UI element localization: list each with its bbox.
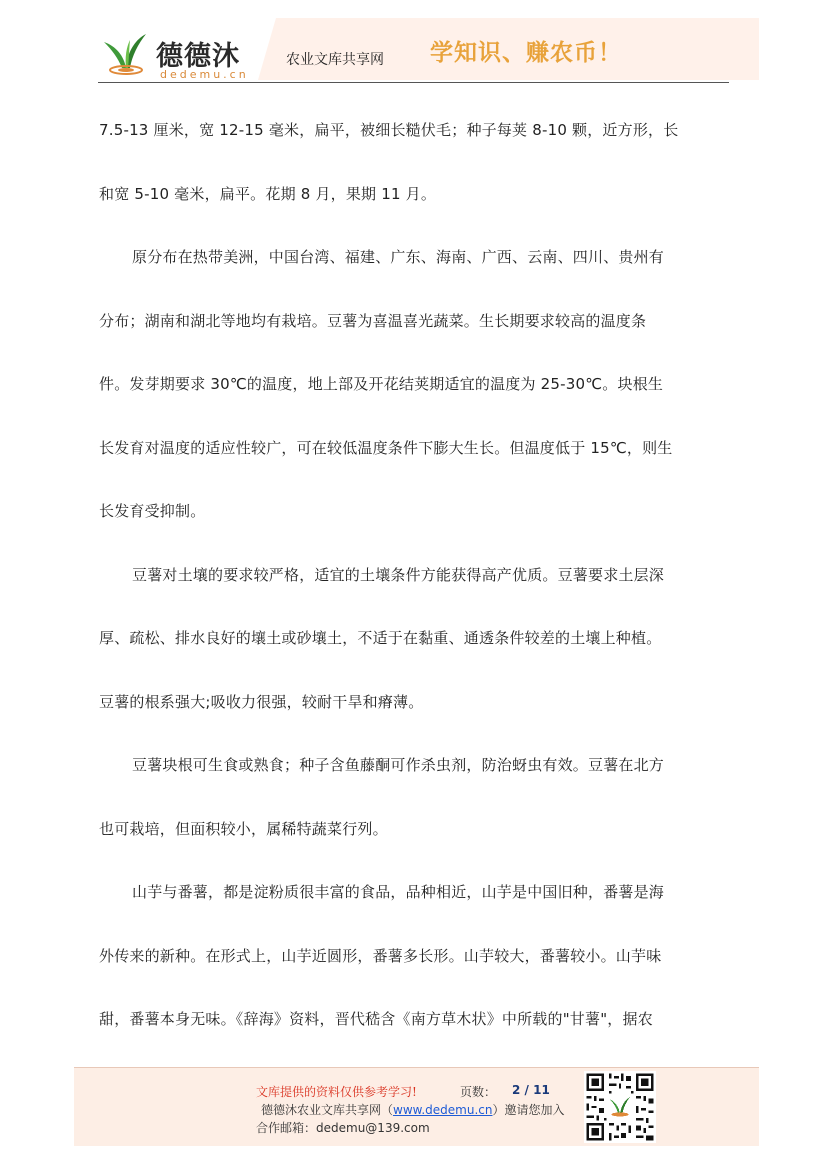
body-text-line: 7.5-13 厘米，宽 12-15 毫米，扁平，被细长糙伏毛；种子每荚 8-10 颗，近方形，长 — [99, 121, 679, 139]
body-text-line: 长发育受抑制。 — [99, 502, 206, 520]
body-text-line: 件。发芽期要求 30℃的温度，地上部及开花结荚期适宜的温度为 25-30℃。块根生 — [99, 375, 664, 393]
contact-label: 合作邮箱： — [256, 1121, 317, 1135]
page-count: 2 / 11 — [512, 1083, 550, 1097]
footer-invite — [261, 1101, 565, 1118]
logo-cn-text: 德德沐 — [156, 41, 240, 72]
body-text-line: 厚、疏松、排水良好的壤土或砂壤土，不适于在黏重、通透条件较差的土壤上种植。 — [99, 629, 662, 647]
footer-notice: 文库提供的资料仅供参考学习! — [256, 1085, 417, 1099]
page-footer — [74, 1067, 759, 1146]
site-name: 农业文库共享网 — [286, 52, 384, 68]
body-text-line: 豆薯的根系强大;吸收力很强，较耐干旱和瘠薄。 — [99, 692, 424, 711]
logo-en-text: dedemu.cn — [160, 68, 249, 81]
body-text-line: 甜，番薯本身无味。《辞海》资料，晋代嵇含《南方草木状》中所载的"甘薯"，据农 — [99, 1010, 653, 1028]
site-logo[interactable] — [98, 28, 258, 84]
body-text-line: 山芋与番薯，都是淀粉质很丰富的食品，品种相近，山芋是中国旧种，番薯是海 — [132, 883, 665, 901]
body-text-line: 分布；湖南和湖北等地均有栽培。豆薯为喜温喜光蔬菜。生长期要求较高的温度条 — [99, 311, 647, 330]
slogan: 学知识、赚农币！ — [430, 39, 622, 66]
body-text-line: 外传来的新种。在形式上，山芋近圆形，番薯多长形。山芋较大，番薯较小。山芋味 — [99, 946, 662, 965]
body-text-line: 和宽 5-10 毫米，扁平。花期 8 月，果期 11 月。 — [99, 184, 437, 203]
body-text-line: 豆薯块根可生食或熟食；种子含鱼藤酮可作杀虫剂，防治蚜虫有效。豆薯在北方 — [132, 756, 665, 774]
site-link[interactable]: www.dedemu.cn — [393, 1103, 493, 1117]
body-text-line: 长发育对温度的适应性较广，可在较低温度条件下膨大生长。但温度低于 15℃，则生 — [99, 438, 673, 457]
footer-contact — [256, 1119, 430, 1136]
body-text-line: 原分布在热带美洲，中国台湾、福建、广东、海南、广西、云南、四川、贵州有 — [132, 248, 665, 266]
invite-prefix: 德德沐农业文库共享网（ — [261, 1103, 394, 1117]
header-divider — [98, 82, 729, 83]
invite-suffix: ）邀请您加入 — [492, 1103, 565, 1117]
sprout-logo-icon — [100, 28, 152, 76]
document-body — [99, 113, 729, 1066]
page-header — [98, 18, 759, 84]
body-text-line: 豆薯对土壤的要求较严格，适宜的土壤条件方能获得高产优质。豆薯要求土层深 — [132, 565, 665, 584]
contact-email: dedemu@139.com — [316, 1121, 430, 1135]
qr-code-icon — [584, 1071, 656, 1143]
body-text-line: 也可栽培，但面积较小，属稀特蔬菜行列。 — [99, 819, 388, 838]
page-count-label: 页数： — [460, 1085, 497, 1099]
